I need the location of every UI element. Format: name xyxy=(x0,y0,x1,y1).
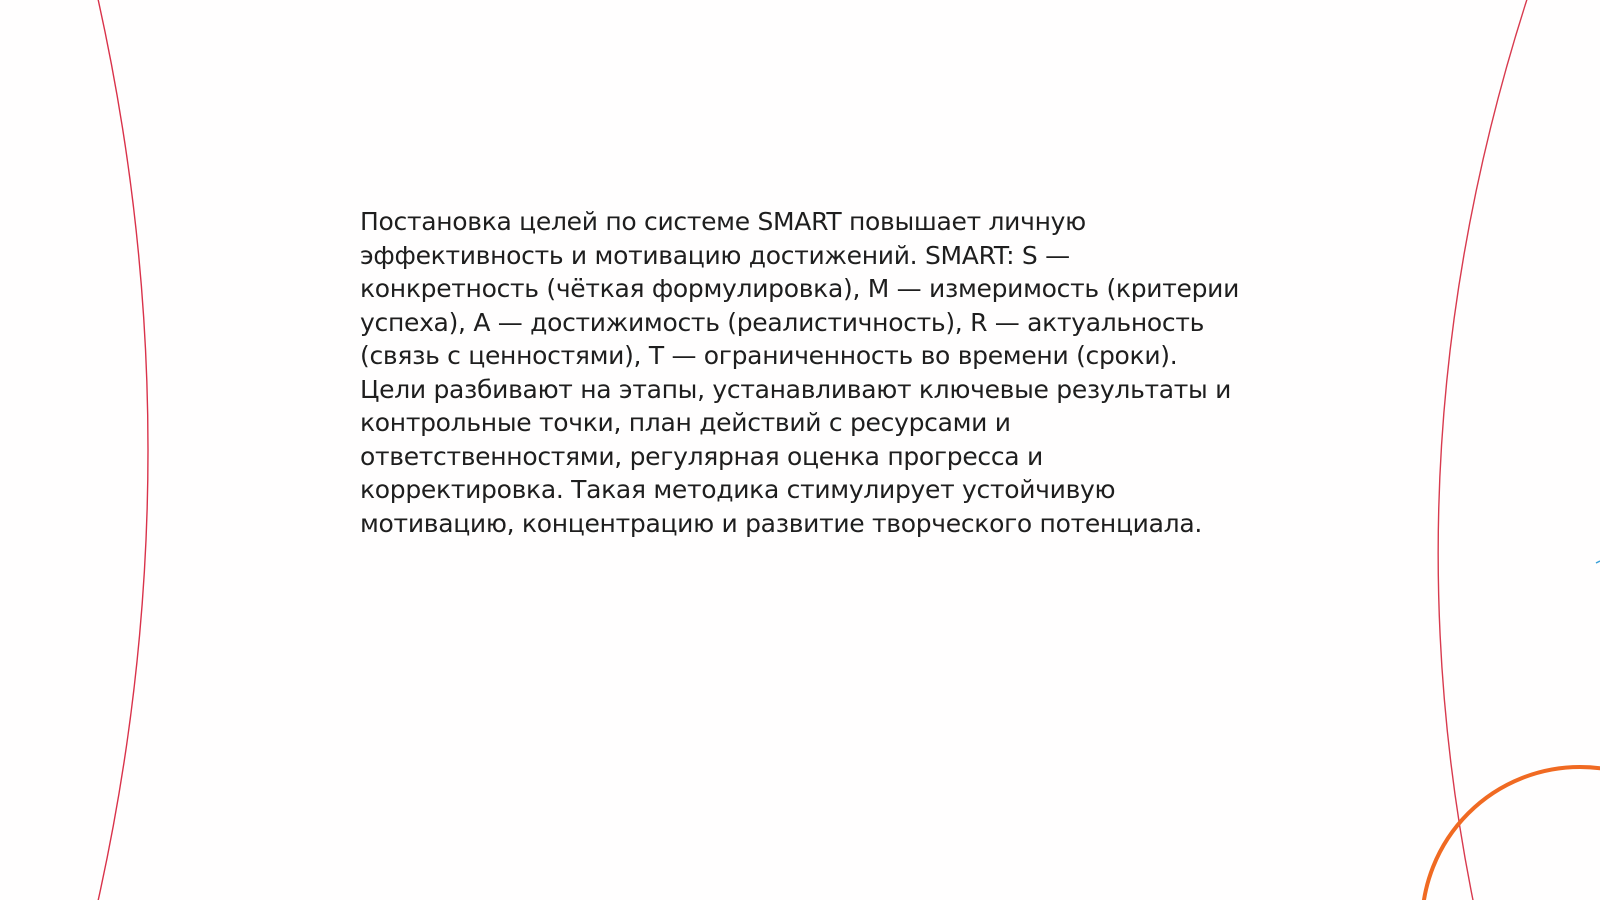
corner-circle-arc xyxy=(1422,767,1600,900)
slide-body-text: Постановка целей по системе SMART повышает личную эффективность и мотивацию достижений. SMART: S — конкретность (чёткая формулировка), M — измеримость (критерии успеха), A — достижимость (реалистичность), R — актуальность (связь с ценностями), T — ограниченность во времени (сроки). Цели разбивают на этапы, устанавливают ключевые результаты и контрольные точки, план действий с ресурсами и ответственностями, регулярная оценка прогресса и корректировка. Такая методика стимулирует устойчивую мотивацию, концентрацию и развитие творческого потенциала. xyxy=(360,207,1240,538)
left-arc-line xyxy=(96,0,148,900)
accent-mark xyxy=(1596,561,1600,563)
right-arc-line xyxy=(1438,0,1530,900)
